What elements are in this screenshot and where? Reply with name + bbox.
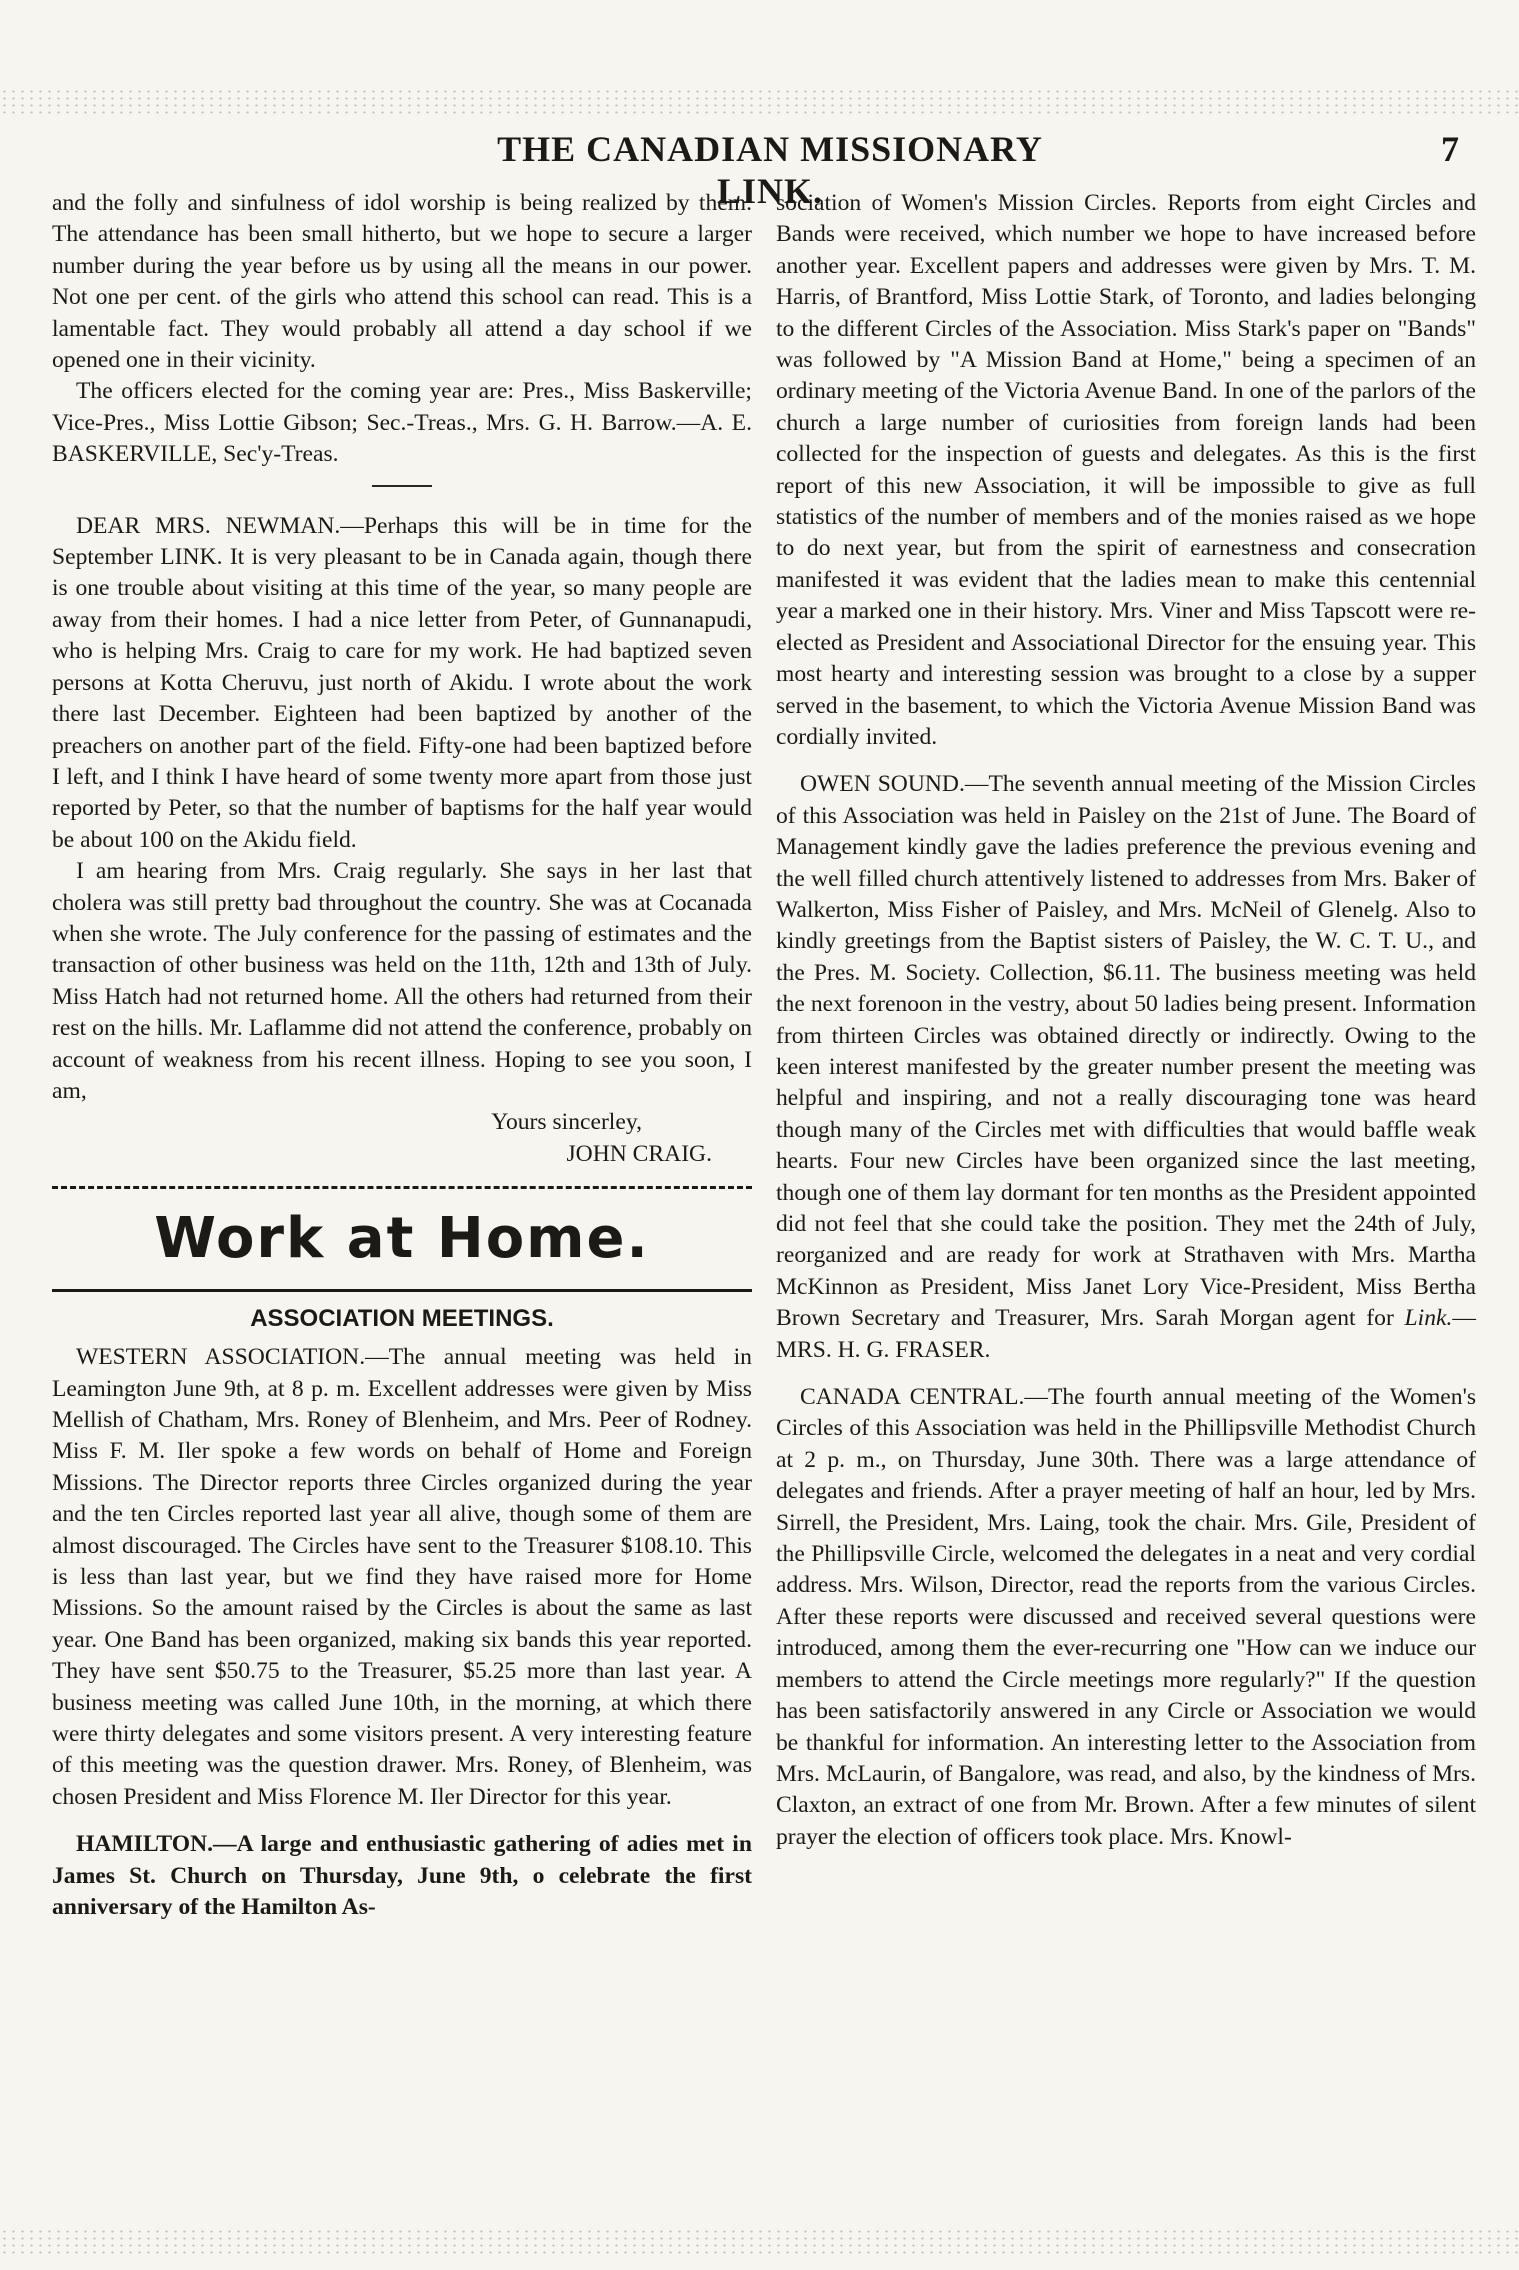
banner-rule-bottom xyxy=(52,1289,752,1292)
section-divider xyxy=(372,485,432,487)
report-lead: CANADA CENTRAL. xyxy=(800,1384,1025,1411)
link-title: Link. xyxy=(1404,1305,1453,1332)
spacer xyxy=(776,1366,1476,1382)
page-header xyxy=(0,128,1519,211)
masthead: THE CANADIAN MISSIONARY LINK. xyxy=(497,129,1043,211)
letter-text: —Perhaps this will be in time for the September LINK. It is very pleasant to be in Canada again, though there is one trouble about visiting at this time of the year, so many people are away from their homes. I had a nice letter from Peter, of Gunnanapudi, who is helping Mrs. Craig to care for my work. He had baptized seven persons at Kotta Cheruvu, just north of Akidu. I wrote about the work there last December. Eighteen had been baptized by another of the preachers on another part of the field. Fifty-one had been baptized before I left, and I think I have heard of some twenty more apart from those just reported by Peter, so that the number of baptisms for the half year would be about 100 on the Akidu field. xyxy=(52,512,752,853)
print-noise-bottom xyxy=(0,2228,1519,2258)
report-signature: —MRS. H. G. FRASER. xyxy=(776,1305,1476,1363)
report-lead: HAMILTON. xyxy=(76,1831,214,1858)
letter-closing: Yours sincerley, xyxy=(491,1109,642,1136)
spacer xyxy=(52,1813,752,1829)
report-text: —The fourth annual meeting of the Women's Circles of this Association was held in the Phillipsville Methodist Church at 2 p. m., on Thursday, June 30th. There was a large attendance of delegates and friends. After a prayer meeting of half an hour, led by Mrs. Sirrell, the President, Mrs. Laing, took the chair. Mrs. Gile, President of the Phillipsville Circle, welcomed the delegates in a neat and very cordial address. Mrs. Wilson, Director, read the reports from the various Circles. After these reports were discussed and received several questions were introduced, among them the ever-recurring one "How can we induce our members to attend the Circle meetings more regularly?" If the question has been satisfactorily answered in any Circle or Association we would be thankful for information. An interesting letter to the Association from Mrs. McLaurin, of Bangalore, was read, and also, by the kindness of Mrs. Claxton, an extract of one from Mr. Brown. After a few minutes of silent prayer the election of officers took place. Mrs. Knowl- xyxy=(776,1384,1477,1850)
letter-paragraph: I am hearing from Mrs. Craig regularly. She says in her last that cholera was still pretty bad throughout the country. She was at Cocanada when she wrote. The July conference for the passing of estimates and the transaction of other business was held on the 11th, 12th and 13th of July. Miss Hatch had not returned home. All the others had returned from their rest on the hills. Mr. Laflamme did not attend the conference, probably on account of weakness from his recent illness. Hoping to see you soon, I am, xyxy=(52,858,752,1104)
report-paragraph xyxy=(776,1382,1476,1853)
right-column xyxy=(776,188,1476,1853)
report-lead: OWEN SOUND. xyxy=(800,771,965,798)
report-paragraph xyxy=(776,769,1476,1366)
report-text: —The annual meeting was held in Leamington June 9th, at 8 p. m. Excellent addresses were given by Miss Mellish of Chatham, Mrs. Roney of Blenheim, and Mrs. Peer of Rodney. Miss F. M. Iler spoke a few words on behalf of Home and Foreign Missions. The Director reports three Circles organized during the year and the ten Circles reported last year all alive, though some of them are almost discouraged. The Circles have sent to the Treasurer $108.10. This is less than last year, but we find they have raised more for Home Missions. So the amount raised by the Circles is about the same as last year. One Band has been organized, making six bands this year reported. They have sent $50.75 to the Treasurer, $5.25 more than last year. A business meeting was called June 10th, in the morning, at which there were thirty delegates and some visitors present. A very interesting feature of this meeting was the question drawer. Mrs. Roney, of Blenheim, was chosen President and Miss Florence M. Iler Director for this year. xyxy=(52,1344,752,1810)
section-subheading: ASSOCIATION MEETINGS. xyxy=(250,1305,554,1333)
section-banner: Work at Home. xyxy=(154,1206,650,1272)
report-text: —A large and enthusiastic gathering of adies met in James St. Church on Thursday, June 9th, o celebrate the first anniversary of the Hamilton As- xyxy=(52,1831,752,1921)
banner-rule-top xyxy=(52,1186,752,1189)
page-number: 7 xyxy=(1441,129,1459,169)
left-column xyxy=(52,188,752,1924)
report-paragraph xyxy=(52,1829,752,1923)
letter-salutation: DEAR MRS. NEWMAN. xyxy=(76,512,341,539)
paragraph: and the folly and sinfulness of idol worship is being realized by them. The attendance has been small hitherto, but we hope to secure a larger number during the year before us by using all the means in our power. Not one per cent. of the girls who attend this school can read. This is a lamentable fact. They would probably all attend a day school if we opened one in their vicinity. xyxy=(52,190,752,374)
letter-paragraph xyxy=(52,511,752,856)
paragraph: The officers elected for the coming year are: Pres., Miss Baskerville; Vice-Pres., Miss Lottie Gibson; Sec.-Treas., Mrs. G. H. Barrow.—A. E. BASKERVILLE, Sec'y-Treas. xyxy=(52,378,752,468)
report-text: —The seventh annual meeting of the Mission Circles of this Association was held in Paisley on the 21st of June. The Board of Management kindly gave the ladies preference the previous evening and the well filled church attentively listened to addresses from Mrs. Baker of Walkerton, Miss Fisher of Paisley, and Mrs. McNeil of Glenelg. Also to kindly greetings from the Baptist sisters of Paisley, the W. C. T. U., and the Pres. M. Society. Collection, $6.11. The business meeting was held the next forenoon in the vestry, about 50 ladies being present. Information from thirteen Circles was obtained directly or indirectly. Owing to the keen interest manifested by the greater number present the meeting was helpful and inspiring, and not a really discouraging tone was heard though many of the Circles met with difficulties that would baffle weak hearts. Four new Circles have been organized since the last meeting, though one of them lay dormant for ten months as the President appointed did not feel that she could take the position. They met the 24th of July, reorganized and are ready for work at Strathaven with Mrs. Martha McKinnon as President, Miss Janet Lory Vice-President, Miss Bertha Brown Secretary and Treasurer, Mrs. Sarah Morgan agent for xyxy=(776,771,1476,1332)
report-paragraph xyxy=(52,1342,752,1813)
spacer xyxy=(776,753,1476,769)
report-lead: WESTERN ASSOCIATION. xyxy=(76,1344,366,1371)
print-noise-top xyxy=(0,88,1519,118)
letter-signature: JOHN CRAIG. xyxy=(566,1140,712,1167)
report-continuation: sociation of Women's Mission Circles. Reports from eight Circles and Bands were received, which number we hope to have increased before another year. Excellent papers and addresses were given by Mrs. T. M. Harris, of Brantford, Miss Lottie Stark, of Toronto, and ladies belonging to the different Circles of the Association. Miss Stark's paper on "Bands" was followed by "A Mission Band at Home," being a specimen of an ordinary meeting of the Victoria Avenue Band. In one of the parlors of the church a large number of curiosities from foreign lands had been collected for the inspection of guests and delegates. As this is the first report of this new Association, it will be impossible to give as full statistics of the number of members and of the monies raised as we hope to do next year, but from the spirit of earnestness and consecration manifested it was evident that the ladies mean to make this centennial year a marked one in their history. Mrs. Viner and Miss Tapscott were re-elected as President and Associational Director for the ensuing year. This most hearty and interesting session was brought to a close by a supper served in the basement, to which the Victoria Avenue Mission Band was cordially invited. xyxy=(776,190,1476,750)
